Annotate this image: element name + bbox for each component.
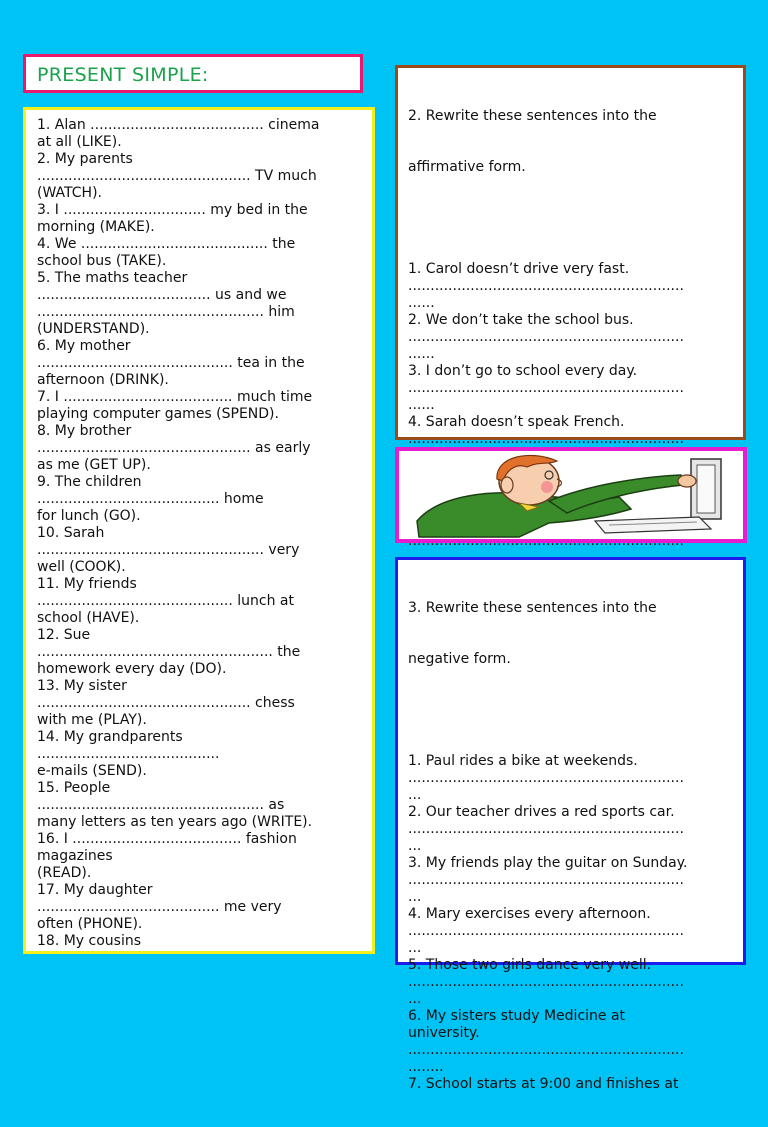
exercise1-list [37, 117, 362, 950]
exercise1-line: ......................................... me very [37, 899, 282, 915]
exercise3-answer-line[interactable]: ... [408, 787, 422, 803]
exercise2-box [395, 65, 746, 447]
exercise2-answer-line[interactable]: ...... [408, 295, 435, 311]
exercise1-line: ..................................................... the [37, 644, 301, 660]
exercise1-line: 1. Alan ....................................... cinema [37, 117, 320, 133]
exercise1-line: morning (MAKE). [37, 219, 155, 235]
exercise1-line: 4. We .......................................... the [37, 236, 296, 252]
exercise2-answer-line[interactable]: .............................................................. [408, 329, 684, 345]
exercise3-answer-line[interactable]: ... [408, 838, 422, 854]
exercise1-line: ................................................ as early [37, 440, 311, 456]
exercise1-line: (WATCH). [37, 185, 102, 201]
boy-at-computer-icon [399, 451, 743, 539]
exercise3-heading: 3. Rewrite these sentences into the [408, 600, 657, 616]
exercise1-line: 5. The maths teacher [37, 270, 188, 286]
exercise2-heading: 2. Rewrite these sentences into the [408, 108, 657, 124]
exercise1-line: 15. People [37, 780, 111, 796]
exercise1-line: 16. I ...................................... fashion [37, 831, 297, 847]
exercise1-line: school bus (TAKE). [37, 253, 167, 269]
exercise1-line: 9. The children [37, 474, 142, 490]
exercise1-line: ................................................ TV much [37, 168, 317, 184]
exercise1-line: 18. My cousins [37, 933, 142, 949]
exercise1-line: ................................................... very [37, 542, 300, 558]
exercise3-sentence: university. [408, 1025, 480, 1041]
exercise1-line: 7. I ...................................... much time [37, 389, 313, 405]
exercise2-sentence: 3. I don’t go to school every day. [408, 363, 638, 379]
exercise1-line: as me (GET UP). [37, 457, 151, 473]
exercise2-sentence: 2. We don’t take the school bus. [408, 312, 634, 328]
exercise1-line: 8. My brother [37, 423, 132, 439]
exercise1-line: ......................................... [37, 746, 220, 762]
exercise1-box [23, 107, 375, 954]
exercise3-answer-line[interactable]: ... [408, 940, 422, 956]
exercise3-answer-line[interactable]: .............................................................. [408, 974, 684, 990]
exercise2-answer-line[interactable]: ...... [408, 397, 435, 413]
exercise1-line: with me (PLAY). [37, 712, 147, 728]
exercise3-sentence: 7. School starts at 9:00 and finishes at [408, 1076, 679, 1092]
exercise2-sentence: 4. Sarah doesn’t speak French. [408, 414, 625, 430]
exercise3-answer-line[interactable]: .............................................................. [408, 821, 684, 837]
exercise3-answer-line[interactable]: .............................................................. [408, 770, 684, 786]
exercise1-line: homework every day (DO). [37, 661, 227, 677]
exercise1-line: (UNDERSTAND). [37, 321, 150, 337]
exercise1-line: 17. My daughter [37, 882, 153, 898]
exercise3-answer-line[interactable]: ... [408, 991, 422, 1007]
page-title: PRESENT SIMPLE: [37, 64, 209, 86]
exercise1-line: ................................................... as [37, 797, 285, 813]
exercise3-heading-line2: negative form. [408, 651, 511, 667]
exercise1-line: 6. My mother [37, 338, 131, 354]
exercise2-heading-line2: affirmative form. [408, 159, 526, 175]
exercise1-line: magazines [37, 848, 113, 864]
exercise1-line: well (COOK). [37, 559, 126, 575]
exercise3-answer-line[interactable]: .............................................................. [408, 1042, 684, 1058]
exercise3-answer-line[interactable]: .............................................................. [408, 872, 684, 888]
exercise3-sentence: 3. My friends play the guitar on Sunday. [408, 855, 688, 871]
exercise3-box [395, 557, 746, 1092]
exercise1-line: playing computer games (SPEND). [37, 406, 279, 422]
exercise3-answer-line[interactable]: .............................................................. [408, 923, 684, 939]
exercise2-answer-line[interactable]: ...... [408, 346, 435, 362]
exercise1-line: often (PHONE). [37, 916, 143, 932]
exercise1-line: ....................................... us and we [37, 287, 287, 303]
exercise1-line: e-mails (SEND). [37, 763, 147, 779]
exercise1-line: 13. My sister [37, 678, 127, 694]
exercise2-answer-line[interactable]: .............................................................. [408, 380, 684, 396]
exercise1-line: 11. My friends [37, 576, 137, 592]
exercise1-line: ............................................ lunch at [37, 593, 294, 609]
exercise1-line: 10. Sarah [37, 525, 105, 541]
exercise1-line: ................................................ chess [37, 695, 295, 711]
exercise1-line: 12. Sue [37, 627, 91, 643]
exercise3-answer-line[interactable]: ... [408, 889, 422, 905]
exercise3-answer-line[interactable]: ........ [408, 1059, 444, 1075]
exercise3-sentence: 5. Those two girls dance very well. [408, 957, 652, 973]
exercise1-line: for lunch (GO). [37, 508, 141, 524]
exercise1-line: at all (LIKE). [37, 134, 122, 150]
exercise2-answer-line[interactable]: .............................................................. [408, 431, 684, 447]
exercise1-line: ................................................... him [37, 304, 295, 320]
exercise2-sentence: 1. Carol doesn’t drive very fast. [408, 261, 630, 277]
exercise3-sentence: 2. Our teacher drives a red sports car. [408, 804, 675, 820]
exercise2-answer-line[interactable]: .............................................................. [408, 278, 684, 294]
exercise1-line: 2. My parents [37, 151, 133, 167]
exercise1-line: many letters as ten years ago (WRITE). [37, 814, 313, 830]
exercise1-line: ............................................ tea in the [37, 355, 305, 371]
exercise1-line: 14. My grandparents [37, 729, 183, 745]
title-box [23, 54, 363, 93]
exercise1-line: afternoon (DRINK). [37, 372, 169, 388]
exercise1-line: ......................................... home [37, 491, 264, 507]
illustration-box [395, 447, 747, 543]
exercise3-sentence: 1. Paul rides a bike at weekends. [408, 753, 638, 769]
exercise3-sentence: 6. My sisters study Medicine at [408, 1008, 626, 1024]
exercise1-line: (READ). [37, 865, 92, 881]
exercise1-line: 3. I ................................ my bed in the [37, 202, 308, 218]
exercise3-list [408, 753, 733, 1093]
exercise3-sentence: 4. Mary exercises every afternoon. [408, 906, 651, 922]
exercise1-line: school (HAVE). [37, 610, 140, 626]
